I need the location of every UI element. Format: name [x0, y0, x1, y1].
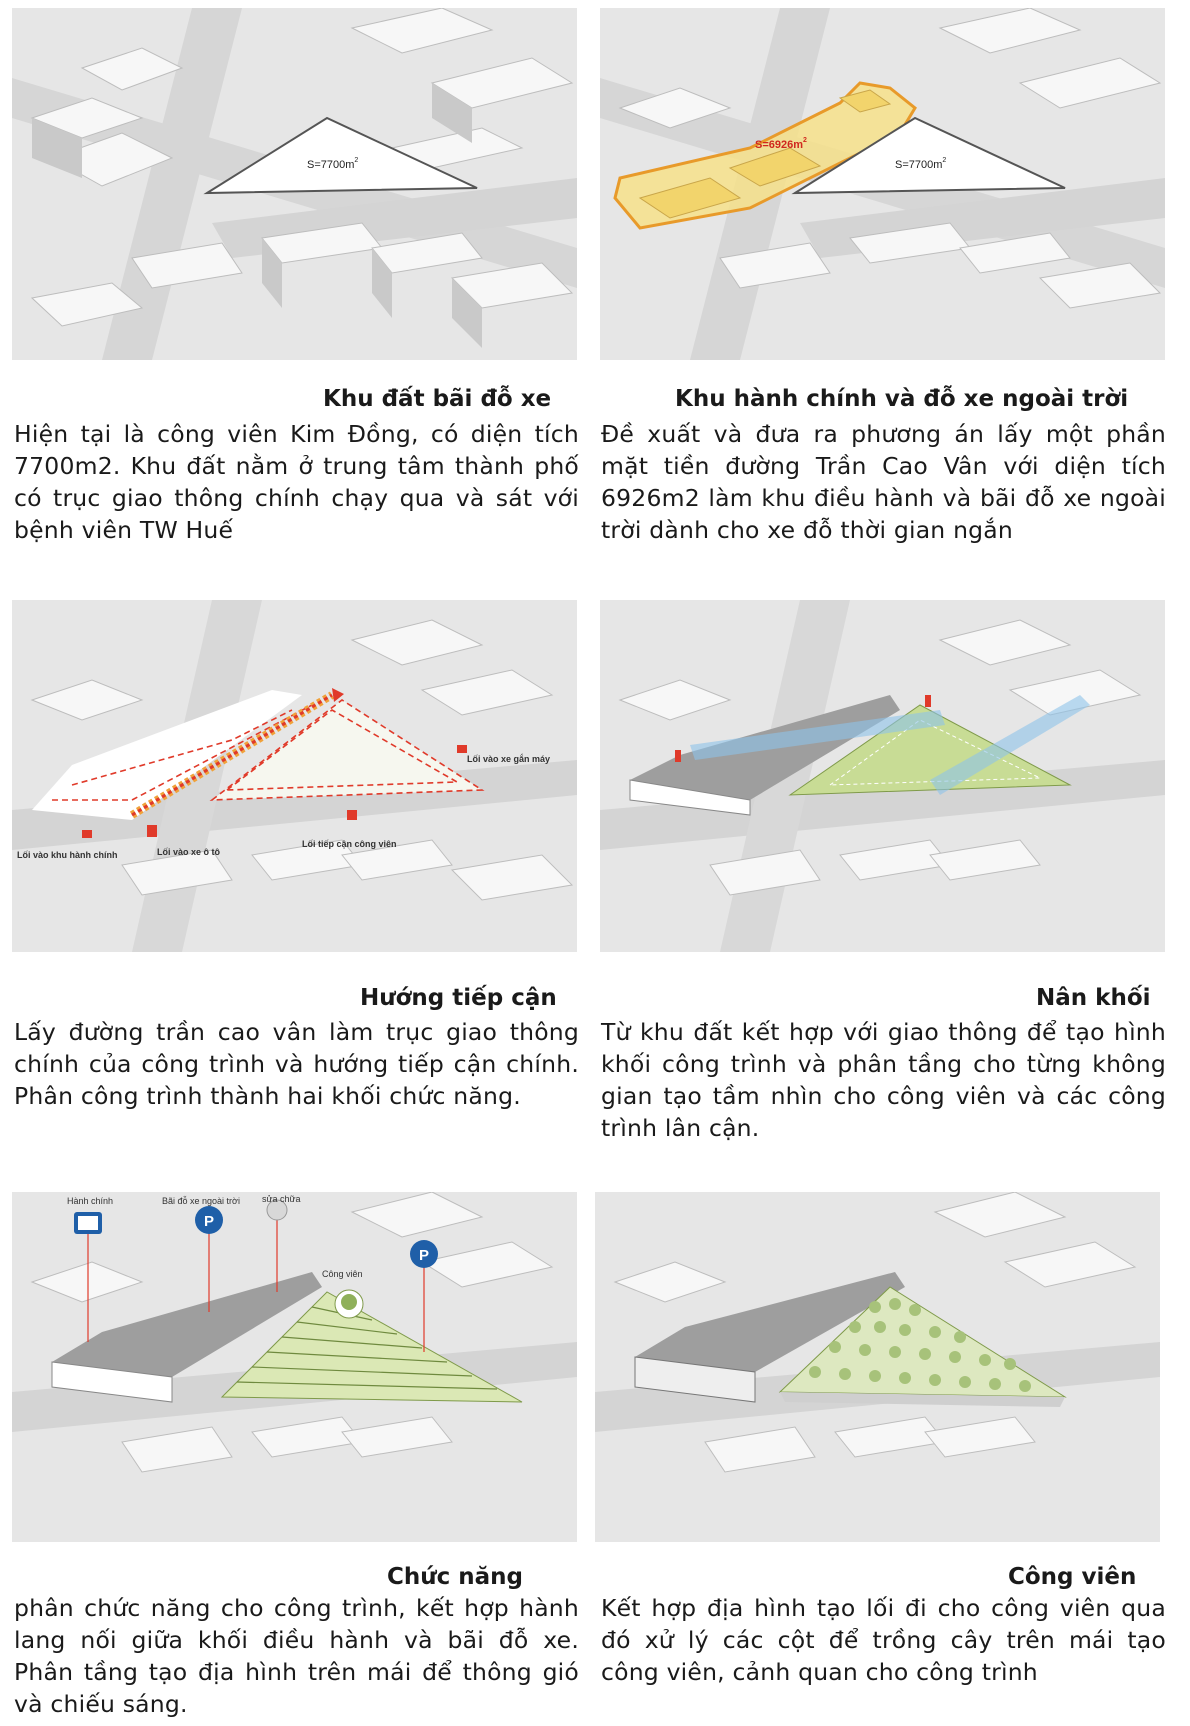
site-diagram-panel-5: [12, 1192, 577, 1542]
site-aerial-image: [600, 8, 1165, 360]
panel-description: Từ khu đất kết hợp với giao thông để tạo hình khối công trình và phân tầng cho từng không gian tạo tầm nhìn cho công viên và các công trình lân cận.: [601, 1018, 1166, 1142]
admin-icon: [74, 1212, 102, 1234]
site-diagram-panel-3: [12, 600, 577, 952]
svg-text:P: P: [204, 1213, 215, 1230]
moto-parking-icon: [410, 1240, 438, 1268]
site-diagram-panel-6: [595, 1192, 1160, 1542]
access-diagram-image: [12, 600, 577, 952]
svg-text:S=6926m2: $S=6926m^2$: [755, 137, 807, 151]
svg-text:Lối vào xe gắn máy: Lối vào xe gắn máy: [467, 754, 551, 764]
svg-text:Công viên: Công viên: [322, 1269, 363, 1279]
site-aerial-image: [12, 8, 577, 360]
parking-icon: [195, 1206, 223, 1234]
panel-title: Nân khối: [1036, 985, 1151, 1011]
svg-text:S=7700m2: $S=7700m^2$: [307, 157, 359, 171]
park-diagram-image: [595, 1192, 1160, 1542]
svg-text:Lối vào xe ô tô: Lối vào xe ô tô: [157, 847, 221, 857]
site-diagram-panel-2: [600, 8, 1165, 360]
panel-title: Hướng tiếp cận: [360, 985, 557, 1011]
panel-description: Lấy đường trần cao vân làm trục giao thông chính của công trình và hướng tiếp cận chính. Phân công trình thành hai khối chức năng.: [14, 1018, 579, 1110]
panel-description: Kết hợp địa hình tạo lối đi cho công viên qua đó xử lý các cột để trồng cây trên mái tạo công viên, cảnh quan cho công trình: [601, 1594, 1166, 1686]
panel-description: phân chức năng cho công trình, kết hợp hành lang nối giữa khối điều hành và bãi đỗ xe. Phân tầng tạo địa hình trên mái để thông gió và chiếu sáng.: [14, 1594, 579, 1718]
panel-description: Hiện tại là công viên Kim Đồng, có diện tích 7700m2. Khu đất nằm ở trung tâm thành phố có trục giao thông chính chạy qua và sát với bệnh viên TW Huế: [14, 420, 579, 544]
svg-text:Lối vào khu hành chính: Lối vào khu hành chính: [17, 850, 118, 860]
svg-text:Bãi đỗ xe ngoài trời: Bãi đỗ xe ngoài trời: [162, 1196, 240, 1206]
function-diagram-image: [12, 1192, 577, 1542]
site-diagram-panel-4: [600, 600, 1165, 952]
site-diagram-panel-1: [12, 8, 577, 360]
panel-title: Khu đất bãi đỗ xe: [323, 386, 552, 412]
svg-text:S=7700m2: $S=7700m^2$: [895, 157, 947, 171]
svg-text:P: P: [419, 1247, 430, 1264]
panel-title: Chức năng: [387, 1564, 524, 1590]
panel-title: Khu hành chính và đỗ xe ngoài trời: [675, 386, 1129, 412]
panel-description: Đề xuất và đưa ra phương án lấy một phần mặt tiền đường Trần Cao Vân với diện tích 6926m2 làm khu điều hành và bãi đỗ xe ngoài trời dành cho xe đỗ thời gian ngắn: [601, 420, 1166, 544]
massing-diagram-image: [600, 600, 1165, 952]
svg-text:sửa chữa: sửa chữa: [262, 1194, 301, 1204]
svg-text:Lối tiếp cận công viên: Lối tiếp cận công viên: [302, 839, 397, 849]
panel-title: Công viên: [1008, 1564, 1137, 1590]
svg-text:Hành chính: Hành chính: [67, 1196, 114, 1206]
